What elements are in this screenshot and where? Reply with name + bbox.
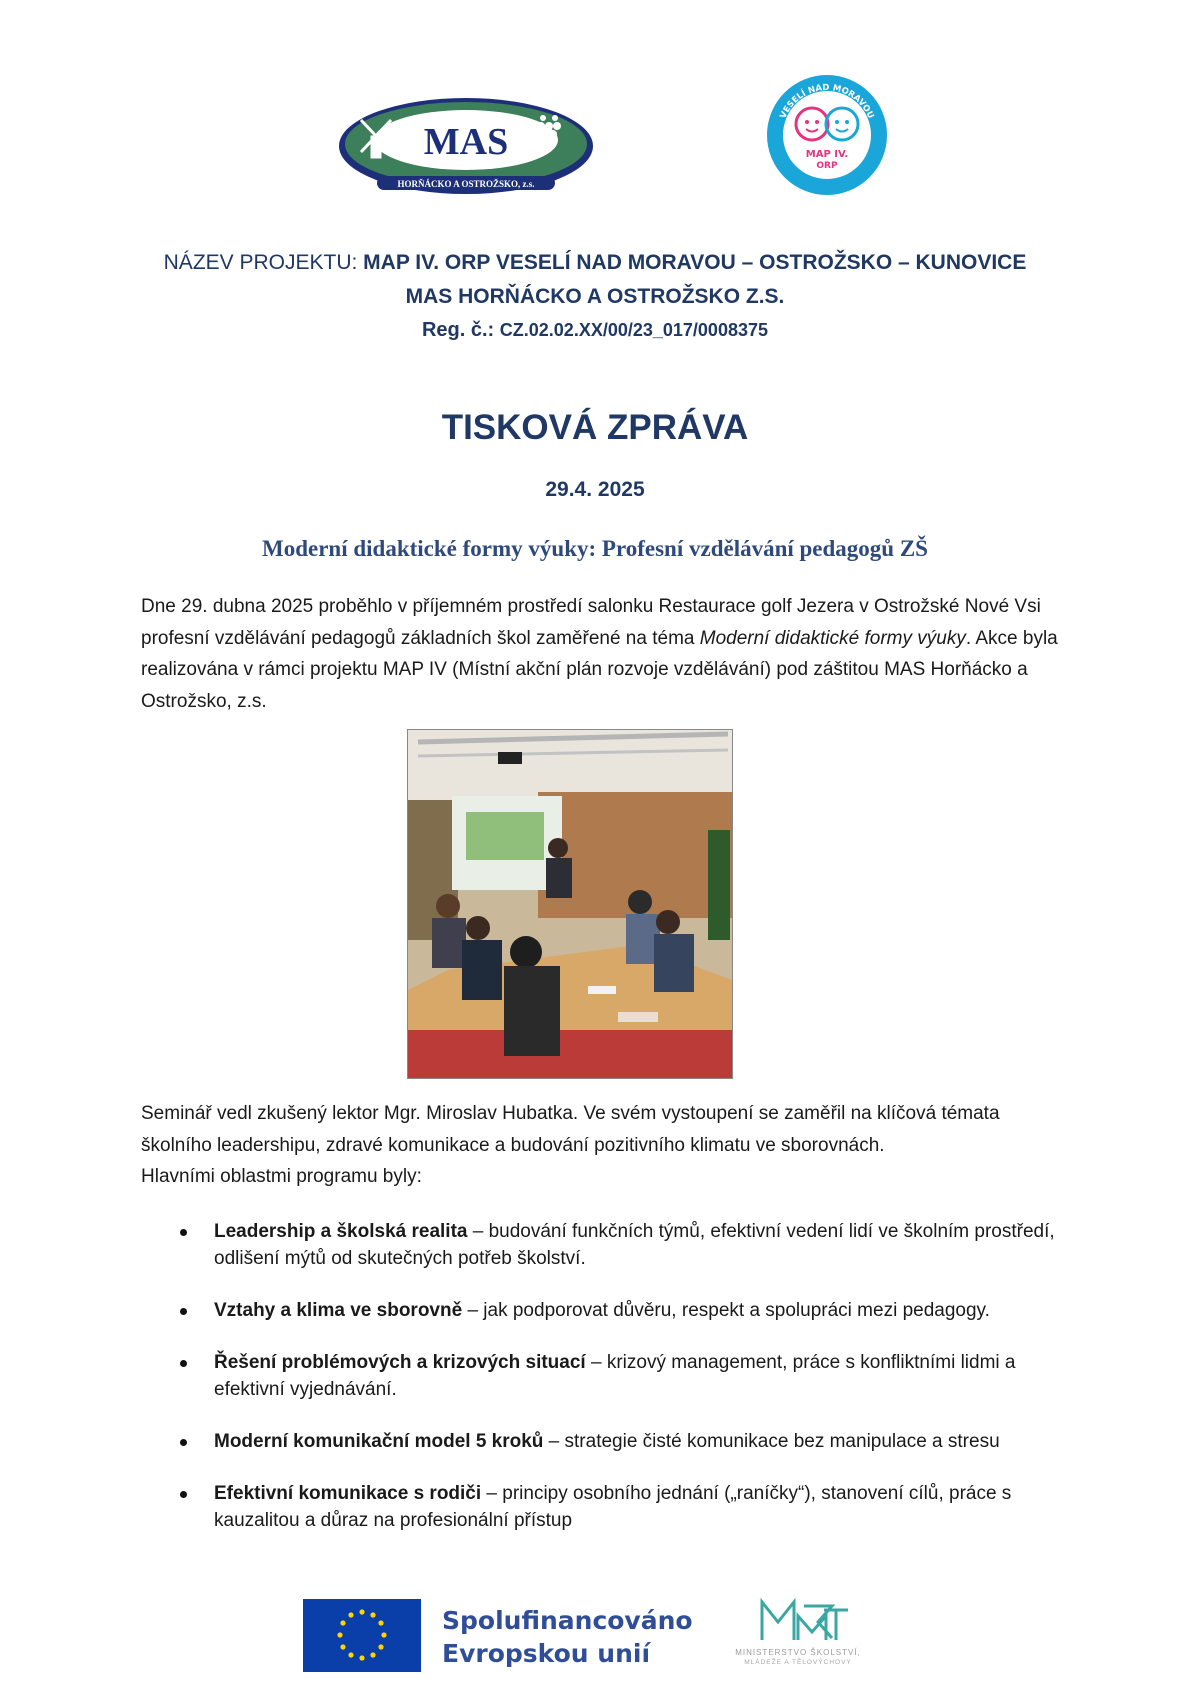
mas-logo-subtext: HORŇÁCKO A OSTROŽSKO, z.s. (397, 179, 535, 189)
document-title: TISKOVÁ ZPRÁVA (441, 408, 749, 447)
bullet-icon (180, 1229, 187, 1236)
topic-title: Vztahy a klima ve sborovně (214, 1300, 463, 1321)
topic-title: Řešení problémových a krizových situací (214, 1352, 586, 1373)
bullet-icon (180, 1439, 187, 1446)
organization-name: MAS HORŇÁCKO A OSTROŽSKO Z.S. (405, 285, 785, 308)
seminar-lead-in: Hlavními oblastmi programu byly: (141, 1166, 422, 1187)
topic-text: – budování funkčních týmů, efektivní vedení lidí ve školním prostředí, odlišení mýtů od skutečných potřeb školství. (214, 1221, 1055, 1269)
registration-line (0, 319, 1190, 342)
topic-title: Leadership a školská realita (214, 1221, 468, 1242)
project-line (0, 251, 1190, 275)
list-item (178, 1480, 1058, 1534)
list-item (178, 1349, 1058, 1403)
map-logo-center-line1: MAP IV. (805, 149, 849, 160)
topic-text: – strategie čisté komunikace bez manipulace a stresu (543, 1431, 1000, 1452)
topic-title: Efektivní komunikace s rodiči (214, 1483, 482, 1504)
ministry-text-line1: MINISTERSTVO ŠKOLSTVÍ, (735, 1648, 861, 1657)
mas-logo-text: MAS (423, 121, 509, 163)
map-logo (764, 72, 890, 198)
eu-text-line1: Spolufinancováno (442, 1606, 693, 1635)
project-label: NÁZEV PROJEKTU: (163, 251, 364, 274)
topic-list (178, 1218, 1058, 1559)
seminar-text: Seminář vedl zkušený lektor Mgr. Miroslav Hubatka. Ve svém vystoupení se zaměřil na klíčová témata školního leadershipu, zdravé komunikace a budování pozitivního klimatu ve sborovnách. (141, 1103, 1000, 1156)
list-item (178, 1428, 1058, 1455)
eu-flag-icon (303, 1599, 421, 1672)
topic-text: – principy osobního jednání („raníčky“), stanovení cílů, práce s kauzalitou a důraz na profesionální přístup (214, 1483, 1012, 1531)
list-item (178, 1297, 1058, 1324)
topic-text: – krizový management, práce s konfliktními lidmi a efektivní vyjednávání. (214, 1352, 1016, 1400)
eu-cofinanced-text (442, 1604, 693, 1670)
mas-logo (337, 96, 595, 200)
registration-number: CZ.02.02.XX/00/23_017/0008375 (499, 320, 768, 340)
project-name: MAP IV. ORP VESELÍ NAD MORAVOU – OSTROŽSKO – KUNOVICE (363, 251, 1027, 274)
bullet-icon (180, 1308, 187, 1315)
map-logo-center-line2: ORP (816, 161, 838, 171)
article-subtitle: Moderní didaktické formy výuky: Profesní vzdělávání pedagogů ZŠ (262, 536, 928, 561)
intro-text-1: Dne 29. dubna 2025 proběhlo v příjemném prostředí salonku Restaurace golf Jezera v Ostrožské Nové Vsi profesní vzdělávání pedagogů základních škol zaměřené na téma (141, 596, 1041, 649)
seminar-paragraph (141, 1098, 1061, 1193)
eu-text-line2: Evropskou unií (442, 1639, 651, 1668)
intro-text-2: . Akce byla realizována v rámci projektu MAP IV (Místní akční plán rozvoje vzdělávání) pod záštitou MAS Horňácko a Ostrožsko, z.s. (141, 627, 1058, 712)
map-logo-top-text: VESELÍ NAD MORAVOU (778, 82, 876, 121)
topic-text: – jak podporovat důvěru, respekt a spolupráci mezi pedagogy. (462, 1300, 990, 1321)
list-item (178, 1218, 1058, 1272)
intro-emphasis: Moderní didaktické formy výuky (699, 627, 966, 649)
document-date: 29.4. 2025 (545, 478, 645, 501)
topic-title: Moderní komunikační model 5 kroků (214, 1431, 544, 1452)
map-logo-bottom-text: OSTROŽSKO · KUNOVICE (783, 143, 871, 179)
ministry-text-line2: MLÁDEŽE A TĚLOVÝCHOVY (744, 1659, 852, 1666)
bullet-icon (180, 1491, 187, 1498)
intro-paragraph (141, 591, 1061, 717)
msmt-logo (712, 1592, 884, 1680)
registration-label: Reg. č.: (421, 319, 500, 341)
seminar-photo (407, 729, 733, 1079)
bullet-icon (180, 1360, 187, 1367)
